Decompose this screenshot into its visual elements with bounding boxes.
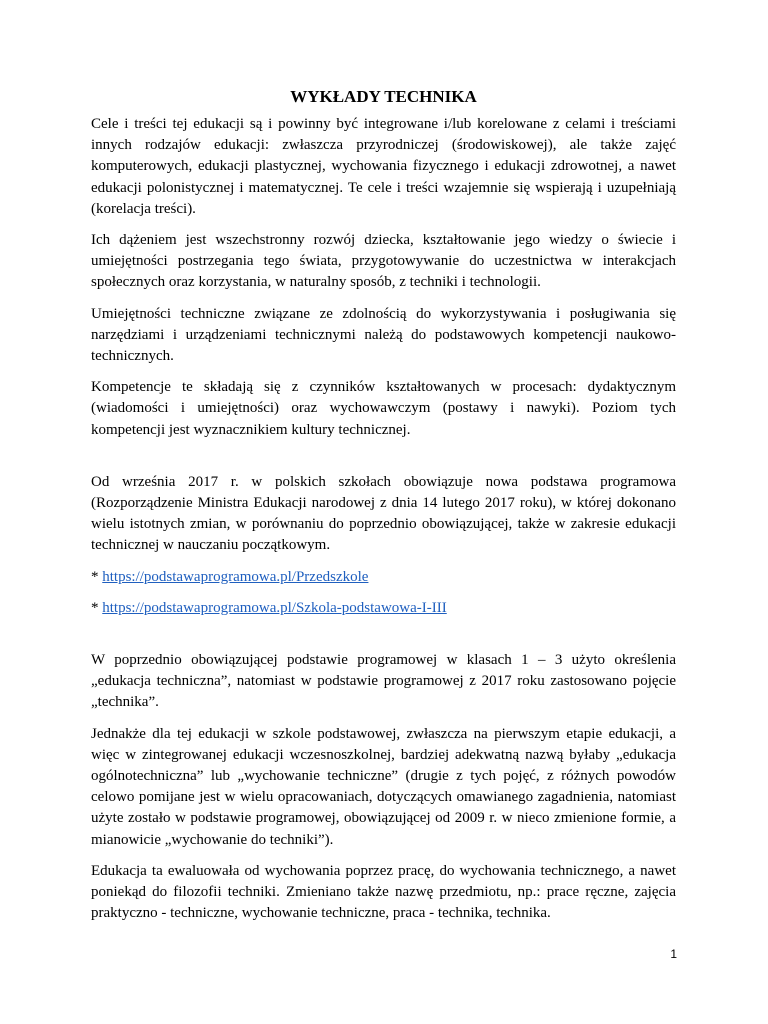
spacer	[91, 451, 676, 472]
paragraph-evolution: Edukacja ta ewaluowała od wychowania poprzez pracę, do wychowania technicznego, a nawet poniekąd do filozofii techniki. Zmieniano także nazwę przedmiotu, np.: prace ręczne, zajęcia praktyczno - techniczne, wychowanie techniczne, praca - technika, technika.	[91, 862, 676, 922]
link-item-przedszkole	[91, 567, 676, 588]
paragraph-naming: Jednakże dla tej edukacji w szkole podstawowej, zwłaszcza na pierwszym etapie edukacji, a więc w zintegrowanej edukacji wczesnoszkolnej, bardziej adekwatną nazwą byłaby „edukacja ogólnotechniczna” lub „wychowanie techniczne” (drugie z tych pojęć, z różnych powodów celowo pomijane jest w wielu opracowaniach, dotyczących omawianego zagadnienia, natomiast użyte zostało w podstawie programowej, obowiązującej od 2009 r. w nieco zmienione formie, a mianowicie „wychowanie do techniki”).	[91, 725, 676, 848]
paragraph-competences: Kompetencje te składają się z czynników kształtowanych w procesach: dydaktycznym (wiadomości i umiejętności) oraz wychowawczym (postawy i nawyki). Poziom tych kompetencji jest wyznacznikiem kultury technicznej.	[91, 379, 676, 438]
paragraph-development: Ich dążeniem jest wszechstronny rozwój dziecka, kształtowanie jego wiedzy o świecie i umiejętności postrzegania tego świata, przygotowywanie do uczestnictwa w interakcjach społecznych oraz korzystania, w naturalny sposób, z techniki i technologii.	[91, 232, 676, 291]
paragraph-correlation: Cele i treści tej edukacji są i powinny być integrowane i/lub korelowane z celami i treściami innych rodzajów edukacji: zwłaszcza przyrodniczej (środowiskowej), ale także zajęć komputerowych, edukacji plastycznej, wychowania fizycznego i edukacji zdrowotnej, a nawet edukacji polonistycznej i matematycznej. Te cele i treści wzajemnie się wspierają i uzupełniają (korelacja treści).	[91, 116, 676, 217]
paragraph-skills: Umiejętności techniczne związane ze zdolnością do wykorzystywania i posługiwania się narzędziami i urządzeniami technicznymi należą do podstawowych kompetencji naukowo-technicznych.	[91, 305, 676, 365]
spacer	[91, 629, 676, 650]
link-bullet: *	[91, 568, 103, 585]
link-przedszkole[interactable]: https://podstawaprogramowa.pl/Przedszkole	[102, 568, 369, 585]
document-title: WYKŁADY TECHNIKA	[290, 87, 477, 106]
link-szkola-podstawowa[interactable]: https://podstawaprogramowa.pl/Szkola-podstawowa-I-III	[102, 599, 447, 616]
paragraph-reform: Od września 2017 r. w polskich szkołach obowiązuje nowa podstawa programowa (Rozporządzenie Ministra Edukacji narodowej z dnia 14 lutego 2017 roku), w której dokonano wielu istotnych zmian, w porównaniu do poprzednio obowiązującej, także w zakresie edukacji technicznej w nauczaniu początkowym.	[91, 473, 676, 554]
paragraph-terminology: W poprzednio obowiązującej podstawie programowej w klasach 1 – 3 użyto określenia „edukacja techniczna”, natomiast w podstawie programowej z 2017 roku zastosowano pojęcie „technika”.	[91, 652, 676, 711]
link-item-szkola-podstawowa	[91, 598, 676, 619]
document-body	[91, 86, 676, 935]
link-bullet: *	[91, 599, 103, 616]
page-number: 1	[670, 947, 677, 961]
